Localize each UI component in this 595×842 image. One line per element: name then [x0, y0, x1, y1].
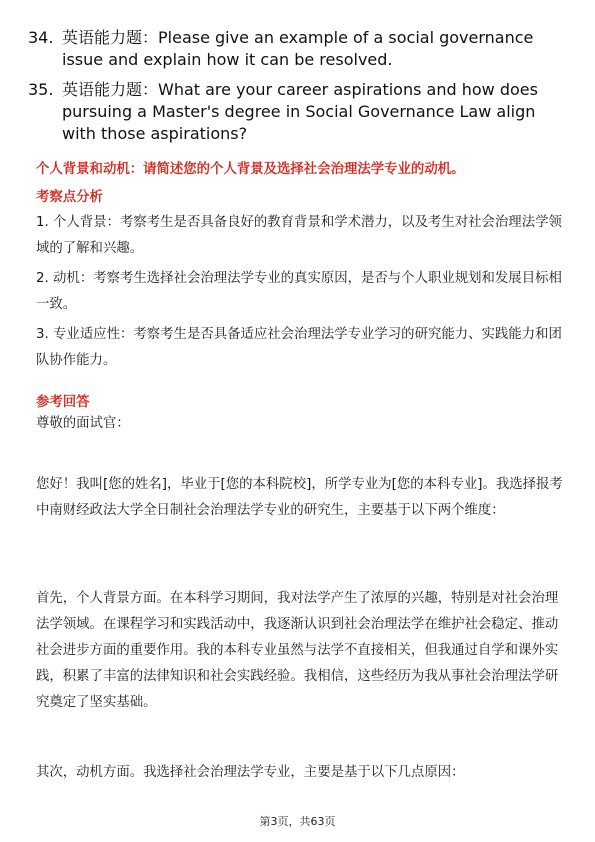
question-text: 英语能力题：What are your career aspirations and how does pursuing a Master's degree in Social Governance Law align with those aspirations? — [62, 80, 538, 143]
analysis-heading: 考察点分析 — [36, 190, 103, 205]
question-35 — [28, 79, 568, 145]
page-footer: 第3页，共63页 — [259, 815, 336, 828]
analysis-point-3: 3. 专业适应性：考察考生是否具备适应社会治理法学专业学习的研究能力、实践能力和团队协作能力。 — [36, 327, 562, 368]
answer-paragraph-3: 其次，动机方面。我选择社会治理法学专业，主要是基于以下几点原因： — [36, 765, 465, 780]
answer-heading: 参考回答 — [36, 395, 90, 410]
analysis-point-1: 1. 个人背景：考察考生是否具备良好的教育背景和学术潜力，以及考生对社会治理法学领域的了解和兴趣。 — [36, 215, 562, 256]
question-34 — [28, 27, 568, 71]
answer-paragraph-1: 您好！我叫[您的姓名]，毕业于[您的本科院校]，所学专业为[您的本科专业]。我选择报考中南财经政法大学全日制社会治理法学专业的研究生，主要基于以下两个维度： — [36, 477, 563, 518]
question-number: 35. — [28, 80, 54, 99]
section-title: 个人背景和动机：请简述您的个人背景及选择社会治理法学专业的动机。 — [36, 162, 465, 177]
answer-greeting: 尊敬的面试官： — [36, 416, 130, 431]
question-text: 英语能力题：Please give an example of a social governance issue and explain how it can be resolved. — [62, 28, 534, 69]
answer-paragraph-2: 首先，个人背景方面。在本科学习期间，我对法学产生了浓厚的兴趣，特别是对社会治理法学领域。在课程学习和实践活动中，我逐渐认识到社会治理法学在维护社会稳定、推动社会进步方面的重要作用。我的本科专业虽然与法学不直接相关，但我通过自学和课外实践，积累了丰富的法律知识和社会实践经验。我相信，这些经历为我从事社会治理法学研究奠定了坚实基础。 — [36, 591, 559, 710]
analysis-point-2: 2. 动机：考察考生选择社会治理法学专业的真实原因，是否与个人职业规划和发展目标相一致。 — [36, 271, 562, 312]
question-number: 34. — [28, 28, 54, 47]
